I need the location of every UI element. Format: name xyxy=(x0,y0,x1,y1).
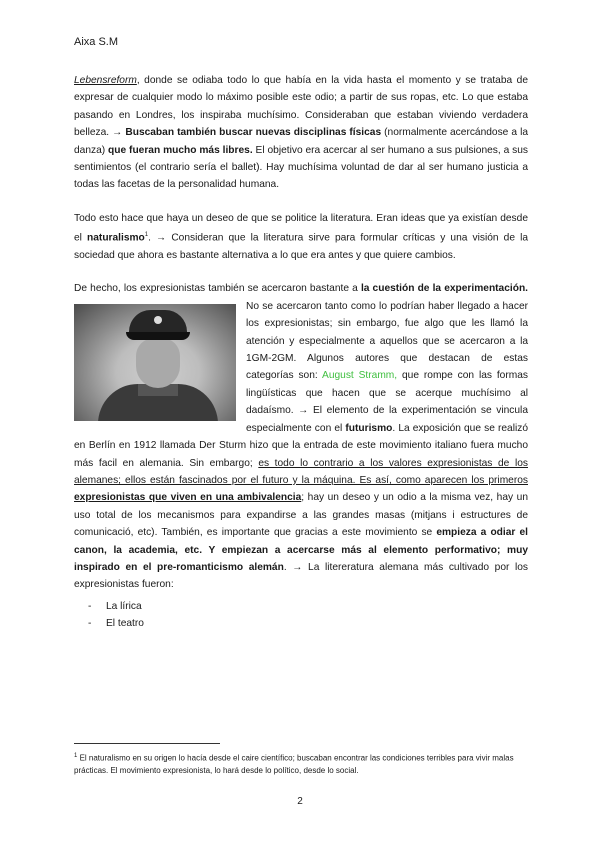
author-august-stramm: August Stramm, xyxy=(322,370,398,382)
text-span: (normalmente acercándose a la danza) xyxy=(74,127,528,156)
text-span: No se acercaron tanto como lo podrían haber llegado a hacer los expresionistas; sin embargo, fue algo que les llamó la atención y especialmente a aquellos que se acercaron a la 1GM-2GM. Algunos autores que destacan de estas categorías son: xyxy=(246,300,528,382)
text-span: , donde se odiaba todo lo que había en la vida hasta el momento y se trataba de expresar de cualquier modo lo máximo posible este odio; a partir de sus ropas, etc. Lo que estaba pasando en Londres, los inspiraba muchísimo. Consideraban que estaban viviendo verdadera belleza. → xyxy=(74,75,528,139)
footnote xyxy=(74,750,528,777)
footnote-ref[interactable]: 1 xyxy=(144,232,149,239)
page-number: 2 xyxy=(297,796,303,807)
bold-span: la cuestión de la experimentación. xyxy=(360,283,529,295)
bold-span: futurismo xyxy=(345,422,393,434)
list-item: - El teatro xyxy=(74,615,528,632)
text-span: . → La litereratura alemana más cultivado por los expresionistas fueron: xyxy=(74,561,529,591)
portrait-photo xyxy=(74,304,236,421)
paragraph-naturalismo xyxy=(74,210,528,265)
text-span: Todo esto hace que haya un deseo de que se politice la literatura. Eran ideas que ya existían desde el xyxy=(74,212,528,244)
text-span: . → Consideran que la literatura sirve para formular críticas y una visión de la sociedad que ahora es bastante alternativa a lo que era antes y que quiere cambios. xyxy=(74,232,529,262)
footnote-divider xyxy=(74,743,220,744)
term-lebensreform: Lebensreform xyxy=(74,75,137,86)
text-span: ; hay un deseo y un odio a la misma vez, hay un uso total de los mecanismos para expandirse a las grandes masas (mitjans i estructures de comunicació, etc). También, es importante que gracias a este movimiento se xyxy=(74,492,528,539)
text-span: que rompe con las formas lingüísticas que hacen que se acerque muchísimo al dadaísmo. → El elemento de la experimentación se vincula especialmente con el xyxy=(246,370,528,434)
genre-list xyxy=(74,598,528,632)
bold-span: naturalismo xyxy=(87,232,145,244)
bold-span: Buscaban también buscar nuevas disciplinas físicas xyxy=(125,127,382,139)
list-item: - La lírica xyxy=(74,598,528,615)
document-body xyxy=(74,72,528,632)
text-span: El objetivo era acercar al ser humano a sus pulsiones, a sus sentimientos (el contrario sería el ballet). Hay muchísima voluntad de dar al ser humano justicia a todas las facetas de la personalidad humana. xyxy=(74,144,529,191)
page-header-author: Aixa S.M xyxy=(74,36,119,48)
paragraph-lebensreform xyxy=(74,72,528,194)
underlined-bold-span: expresionistas que viven en una ambivalencia xyxy=(74,492,302,504)
text-span: . La exposición que se realizó en Berlín en 1912 llamada Der Sturm hizo que la entrada de este movimiento italiano fuera mucho más facil en alemania. Sin embargo; xyxy=(74,422,528,469)
text-span: De hecho, los expresionistas también se acercaron bastante a xyxy=(74,283,361,295)
footnote-text: El naturalismo en su origen lo hacía desde el caire científico; buscaban encontrar las condiciones terribles para vivir malas prácticas. El movimiento expresionista, lo hará desde lo político, desde lo social. xyxy=(74,753,514,775)
bold-span: que fueran mucho más libres. xyxy=(108,144,253,156)
bold-span: empieza a odiar el canon, la academia, etc. Y empiezan a acercarse más al elemento performativo; muy inspirado en el pre-romanticismo alemán xyxy=(74,527,528,573)
footnote-number: 1 xyxy=(74,753,78,759)
paragraph-experimentacion xyxy=(74,280,528,593)
underlined-span: es todo lo contrario a los valores expresionistas de los alemanes; ellos están fascinados por el futuro y la máquina. Es así, como aparecen los primeros xyxy=(74,457,528,486)
